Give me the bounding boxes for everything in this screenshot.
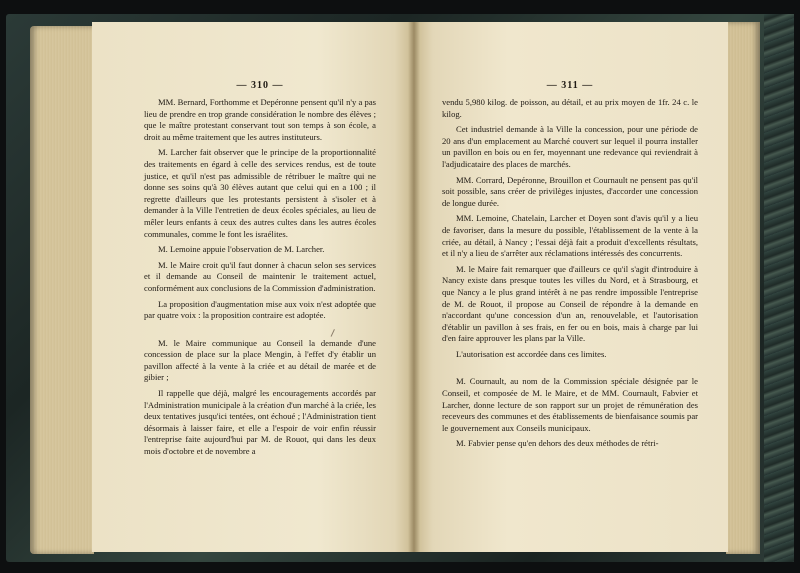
paragraph: M. le Maire communique au Conseil la demande d'une concession de place sur la place Mengin, à l'effet d'y établir un pavillon affecté à la vente à la criée et au détail de marée et de gibier ;	[144, 337, 376, 383]
paragraph: Il rappelle que déjà, malgré les encouragements accordés par l'Administration municipale à la création d'un marché à la criée, les deux tentatives jusqu'ici tentées, ont échoué ; l'Administration tient désormais à laisser faire, et elle a l'espoir de voir enfin réussir l'entreprise faite aujourd'hui par M. de Rouot, qui dans les deux mois d'octobre et de novembre a	[144, 388, 376, 457]
page-edges-right	[726, 22, 760, 554]
paragraph: M. Lemoine appuie l'observation de M. Larcher.	[158, 244, 325, 255]
paragraph: L'autorisation est accordée dans ces limites.	[456, 348, 607, 359]
marbled-cover-edge	[764, 14, 794, 562]
paragraph: La proposition d'augmentation mise aux voix n'est adoptée que par quatre voix : la proposition contraire est adoptée.	[144, 298, 376, 321]
paragraph: M. le Maire croit qu'il faut donner à chacun selon ses services et il demande au Conseil de maintenir le traitement actuel, conformément aux conclusions de la Commission d'administration.	[144, 259, 376, 293]
paragraph: MM. Lemoine, Chatelain, Larcher et Doyen sont d'avis qu'il y a lieu de favoriser, dans la mesure du possible, l'établissement de la vente à la criée, au détail, à Nancy ; l'essai déjà fait a produit d'excellents résultats, et il n'y a lieu de s'arrêter aux réclamations intéressés des concurrents.	[442, 213, 698, 259]
section-break	[442, 364, 698, 376]
paragraph: M. Cournault, au nom de la Commission spéciale désignée par le Conseil, et composée de M. le Maire, et de MM. Cournault, Fabvier et Larcher, donne lecture de son rapport sur un projet de rémunération des receveurs des communes et des établissements de bienfaisance soumis par le gouvernement aux Conseils municipaux.	[442, 376, 698, 433]
paragraph: M. Larcher fait observer que le principe de la proportionnalité des traitements en égard à celle des services rendus, est de toute justice, et qu'il n'est pas admissible de rétribuer le maître qui ne donne ses soins qu'à 30 élèves autant que celui qui en a 100 ; il regrette d'ailleurs que les protestants persistent à s'isoler et à demander à la Ville l'entretien de deux écoles spéciales, au lieu de mêler leurs enfants à ceux des autres cultes dans les autres écoles communales, comme le font les israélites.	[144, 147, 376, 239]
paragraph: vendu 5,980 kilog. de poisson, au détail, et au prix moyen de 1fr. 24 c. le kilog.	[442, 97, 698, 119]
paragraph: M. Fabvier pense qu'en dehors des deux méthodes de rétri-	[456, 438, 659, 449]
page-number: — 311 —	[546, 80, 594, 91]
paragraph: M. le Maire fait remarquer que d'ailleurs ce qu'il s'agit d'introduire à Nancy existe dans presque toutes les villes du Nord, et à Strasbourg, et que Nancy a le plus grand intérêt à ne pas rendre impossible l'entreprise de M. de Rouot, il propose au Conseil de répondre à la demande en n'accordant qu'une concession d'un an, renouvelable, et l'autorisation d'établir un pavillon à ses frais, en fer ou en bois, mais à charge par lui d'en faire approuver les plans par la Ville.	[442, 263, 698, 344]
page-number: — 310 —	[236, 80, 284, 91]
paragraph: MM. Corrard, Depéronne, Brouillon et Cournault ne pensent pas qu'il soit possible, sans créer de privilèges injustes, d'accorder une concession de longue durée.	[442, 174, 698, 208]
paragraph: Cet industriel demande à la Ville la concession, pour une période de 20 ans d'un emplacement au Marché couvert sur lequel il pourra installer un pavillon en bois ou en fer, moyennant une redevance qui reviendrait à l'adjudicataire des places de marchés.	[442, 124, 698, 169]
right-page	[414, 22, 728, 552]
left-page	[92, 22, 414, 552]
paragraph: MM. Bernard, Forthomme et Depéronne pensent qu'il n'y a pas lieu de prendre en trop grande considération le nombre des élèves ; que le maître protestant conservant tout son temps à son école, a droit au même traitement que les autres instituteurs.	[144, 97, 376, 142]
page-edges-left	[30, 26, 94, 554]
section-break	[144, 326, 376, 338]
book-gutter	[408, 22, 420, 552]
